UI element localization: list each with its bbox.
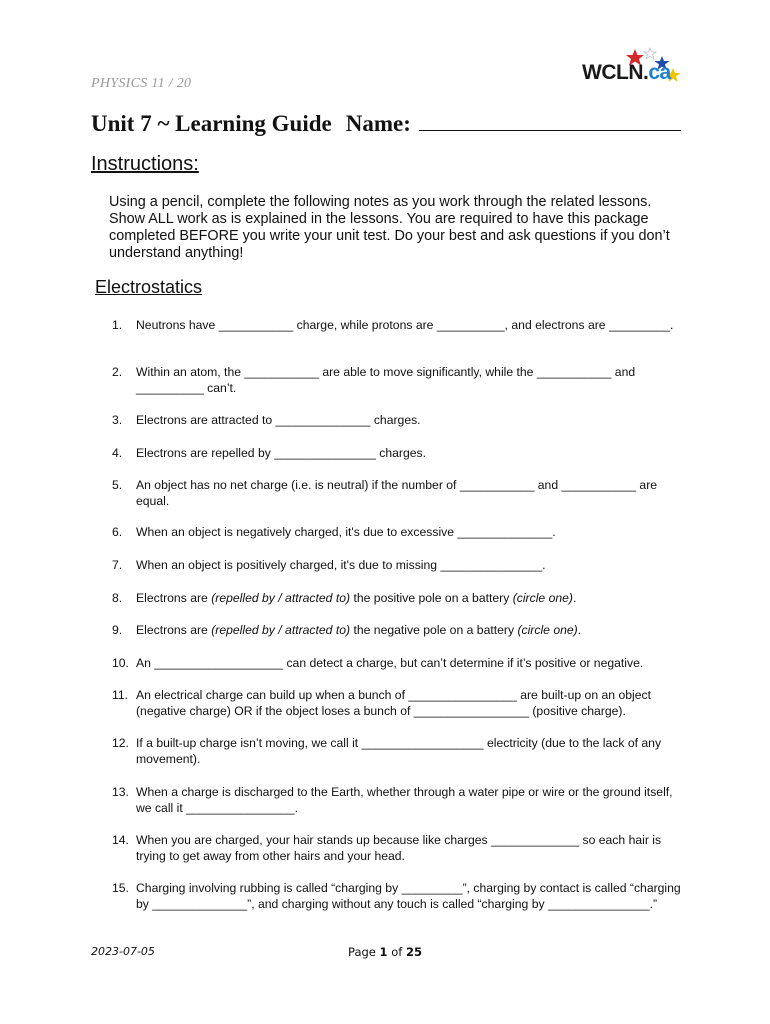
name-label: Name: [345, 111, 411, 136]
star-outline-icon [644, 48, 656, 59]
wcln-logo [582, 46, 682, 92]
course-label: PHYSICS 11 / 20 [91, 76, 192, 91]
unit-title: Unit 7 ~ Learning Guide [91, 111, 332, 136]
instructions-body: Using a pencil, complete the following notes as you work through the related lessons. Show ALL work as is explained in the lessons. You are required to have this package completed BEFORE you write your unit test. Do your best and ask questions if you don’t understand anything! [109, 194, 670, 261]
instructions-heading: Instructions: [91, 153, 199, 175]
footer-date: 2023-07-05 [91, 945, 155, 958]
page-title [91, 111, 681, 137]
page-number: Page 1 of 25 [348, 945, 422, 959]
name-field[interactable] [419, 112, 681, 131]
section-heading: Electrostatics [95, 277, 203, 297]
logo-text: WCLN.ca [582, 61, 671, 84]
